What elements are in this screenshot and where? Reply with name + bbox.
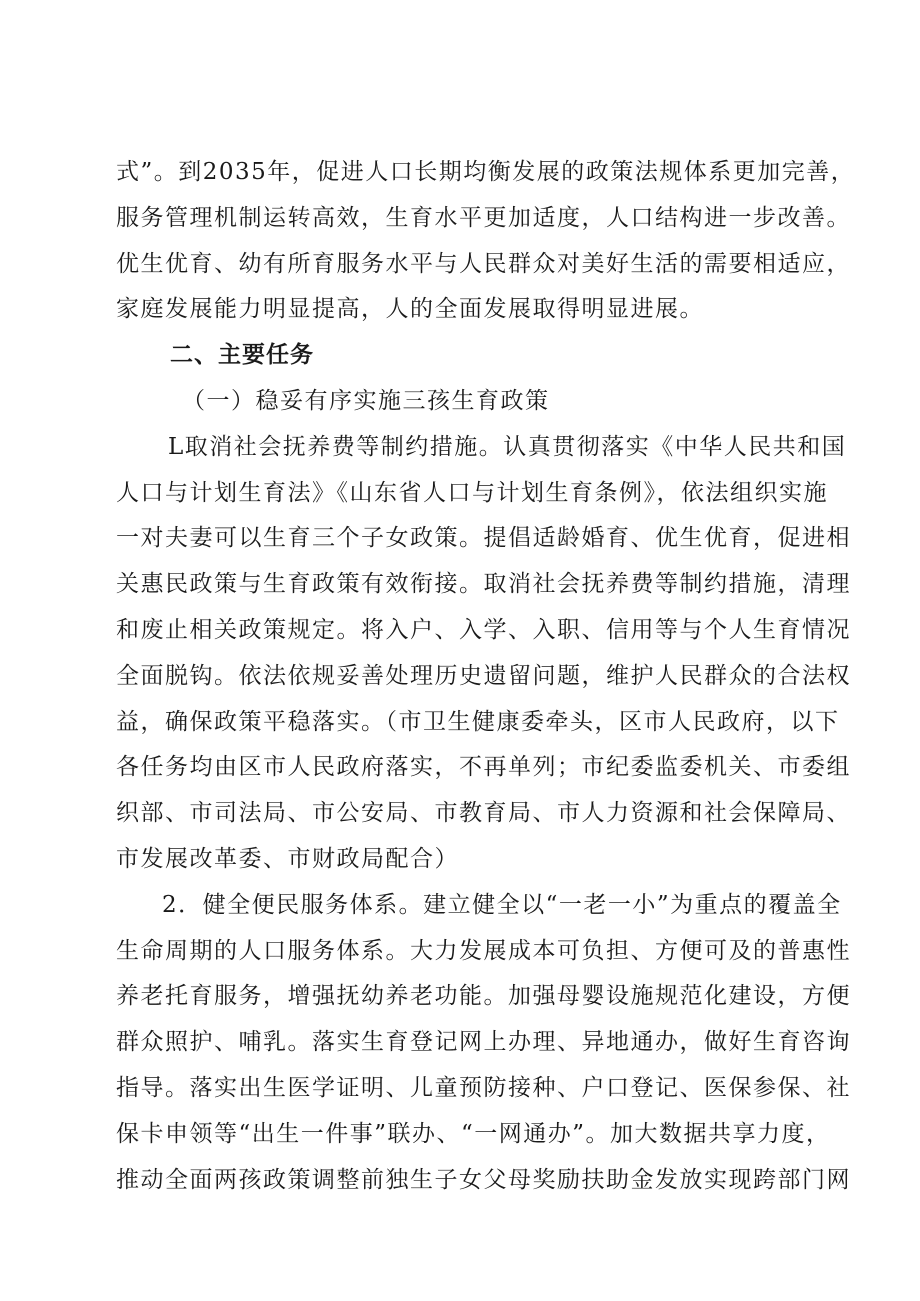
text-line: 益，确保政策平稳落实。（市卫生健康委牵头，区市人民政府，以下 <box>116 708 840 735</box>
text-line: 市发展改革委、市财政局配合） <box>116 845 459 872</box>
text-line: 织部、市司法局、市公安局、市教育局、市人力资源和社会保障局、 <box>116 800 851 827</box>
text-line: 一对夫妻可以生育三个子女政策。提倡适龄婚育、优生优育，促进相 <box>116 525 851 552</box>
text-line: 各任务均由区市人民政府落实，不再单列；市纪委监委机关、市委组 <box>116 754 851 781</box>
text-line: 推动全面两孩政策调整前独生子女父母奖励扶助金发放实现跨部门网 <box>116 1166 851 1193</box>
section-heading: 二、主要任务 <box>170 342 314 369</box>
text-line: 人口与计划生育法》《山东省人口与计划生育条例》，依法组织实施 <box>116 479 828 506</box>
text-line: 式”。到2035年，促进人口长期均衡发展的政策法规体系更加完善， <box>116 159 856 185</box>
text-line: 生命周期的人口服务体系。大力发展成本可负担、方便可及的普惠性 <box>116 937 851 964</box>
subsection-heading: （一）稳妥有序实施三孩生育政策 <box>182 387 550 414</box>
text-line: 群众照护、哺乳。落实生育登记网上办理、异地通办，做好生育咨询 <box>116 1029 851 1056</box>
text-line: 家庭发展能力明显提高，人的全面发展取得明显进展。 <box>116 296 704 323</box>
text-line: 保卡申领等“出生一件事”联办、“一网通办”。加大数据共享力度， <box>116 1120 831 1147</box>
text-line: 全面脱钩。依法依规妥善处理历史遗留问题，维护人民群众的合法权 <box>116 662 851 689</box>
text-line: 和废止相关政策规定。将入户、入学、入职、信用等与个人生育情况 <box>116 616 851 643</box>
text-line: 指导。落实出生医学证明、儿童预防接种、户口登记、医保参保、社 <box>116 1074 851 1101</box>
text-line: 关惠民政策与生育政策有效衔接。取消社会抚养费等制约措施，清理 <box>116 571 851 598</box>
document-body <box>116 150 856 1203</box>
paragraph-goals-2035 <box>116 150 856 333</box>
paragraph-task-2 <box>116 883 851 1204</box>
text-line: 优生优育、幼有所育服务水平与人民群众对美好生活的需要相适应， <box>116 250 851 277</box>
text-line: 2．健全便民服务体系。建立健全以“一老一小”为重点的覆盖全 <box>162 891 842 918</box>
text-line: 养老托育服务，增强抚幼养老功能。加强母婴设施规范化建设，方便 <box>116 983 851 1010</box>
text-line: L取消社会抚养费等制约措施。认真贯彻落实《中华人民共和国 <box>168 433 847 460</box>
text-line: 服务管理机制运转高效，生育水平更加适度，人口结构进一步改善。 <box>116 204 851 231</box>
paragraph-task-1 <box>116 425 851 883</box>
